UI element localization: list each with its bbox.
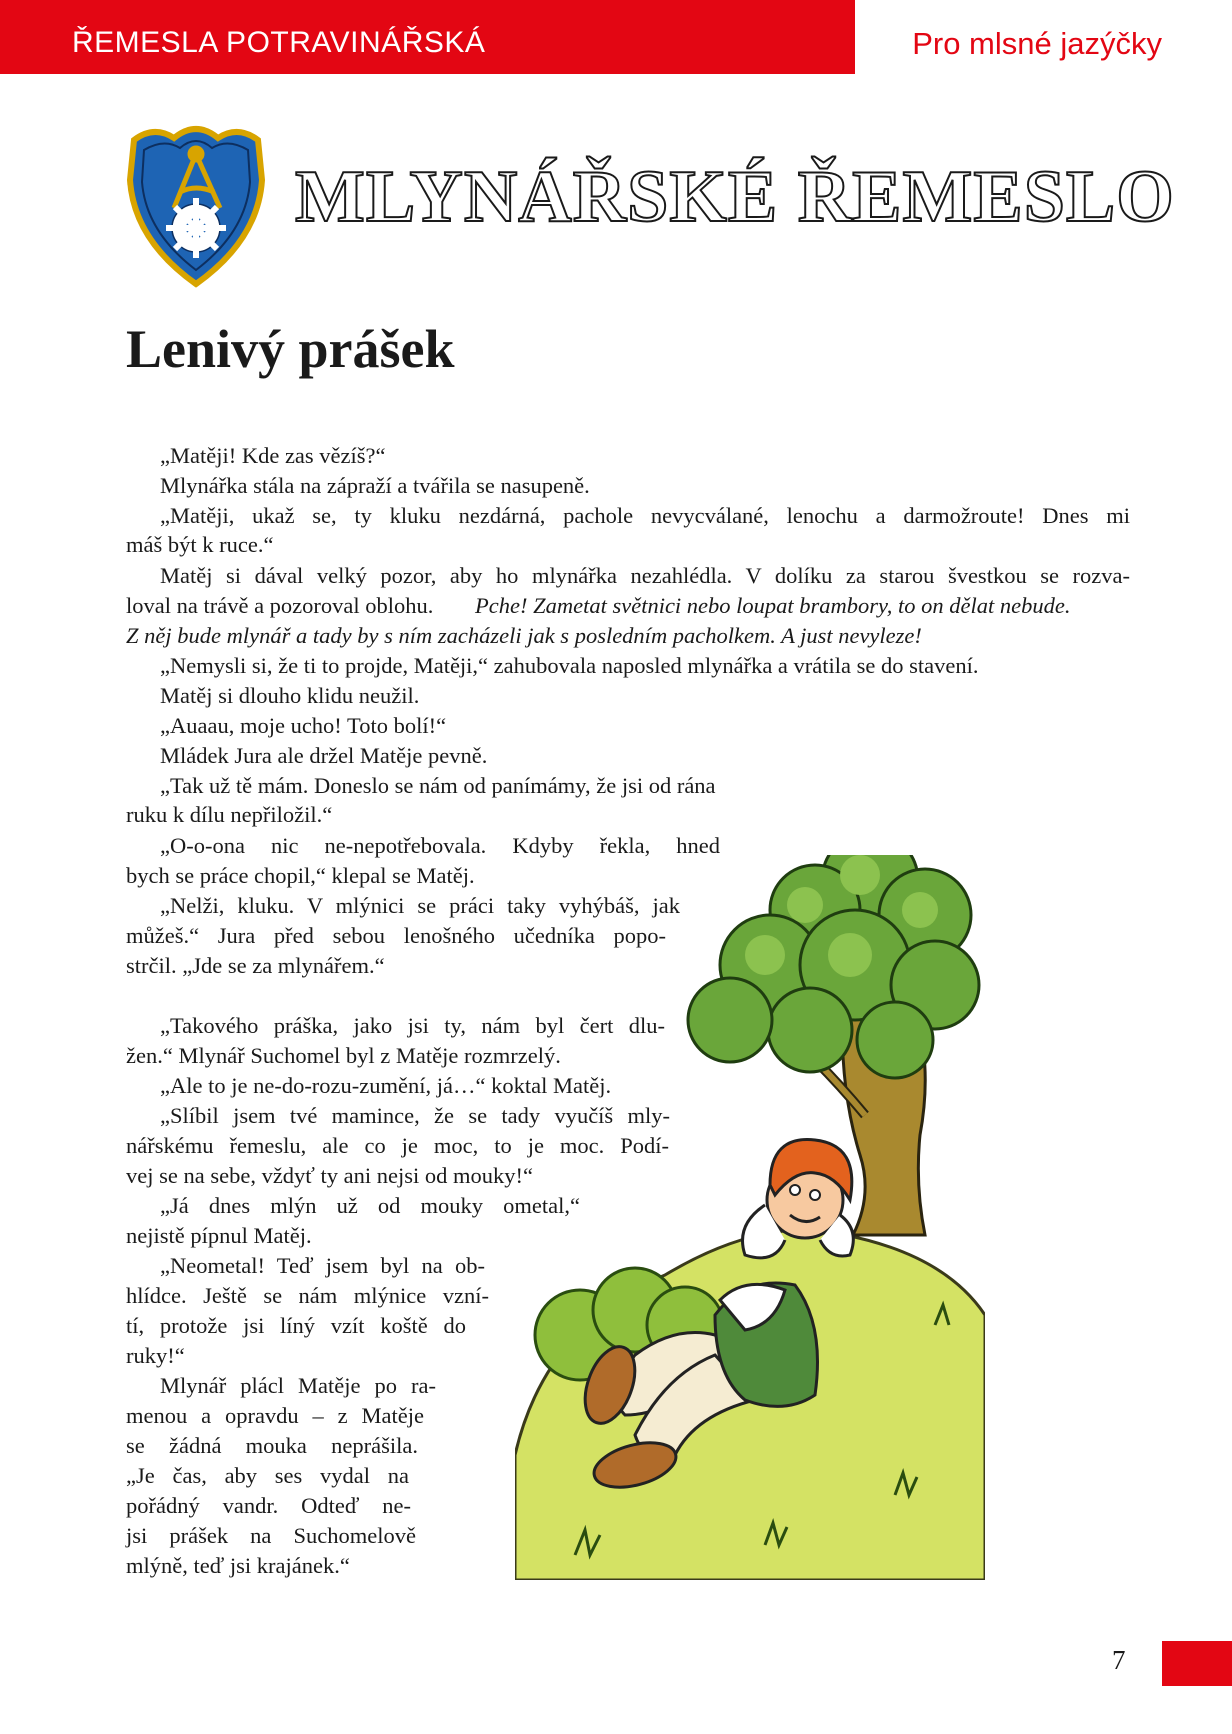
text-line: „Je čas, aby ses vydal na: [126, 1463, 409, 1488]
text-line-italic: Z něj bude mlynář a tady by s ním zacházeli jak s posledním pacholkem. A just nevyleze!: [126, 623, 922, 648]
text-line-italic: Pche! Zametat světnici nebo loupat brambory, to on dělat nebude.: [475, 593, 1071, 618]
text-line: jsi prášek na Suchomelově: [126, 1523, 416, 1548]
text-line: loval na trávě a pozoroval oblohu.: [126, 593, 434, 618]
series-title: Pro mlsné jazýčky: [912, 26, 1162, 61]
text-line: Matěj si dával velký pozor, aby ho mlynářka nezahlédla. V dolíku za starou švestkou se rozva-: [160, 563, 1130, 588]
text-line: ruku k dílu nepřiložil.“: [126, 802, 333, 827]
text-line: „Tak už tě mám. Doneslo se nám od panímámy, že jsi od rána: [160, 773, 716, 798]
text-line: strčil. „Jde se za mlynářem.“: [126, 953, 385, 978]
text-line: nářskému řemeslu, ale co je moc, to je moc. Podí-: [126, 1133, 669, 1158]
story-title: Lenivý prášek: [126, 319, 455, 379]
text-line: ruky!“: [126, 1343, 185, 1368]
text-line: se žádná mouka neprášila.: [126, 1433, 418, 1458]
text-line: „Nemysli si, že ti to projde, Matěji,“ zahubovala naposled mlynářka a vrátila se do stavení.: [160, 653, 979, 678]
text-line: „Já dnes mlýn už od mouky ometal,“: [160, 1193, 580, 1218]
boy-resting-under-tree-illustration: [515, 855, 985, 1580]
text-line: „Matěji! Kde zas vězíš?“: [160, 443, 386, 468]
text-line: menou a opravdu – z Matěje: [126, 1403, 424, 1428]
text-line: „O-o-ona nic ne-nepotřebovala. Kdyby řekla, hned: [160, 833, 720, 858]
text-line: Mládek Jura ale držel Matěje pevně.: [160, 743, 488, 768]
text-line: pořádný vandr. Odteď ne-: [126, 1493, 411, 1518]
text-line: „Neometal! Teď jsem byl na ob-: [160, 1253, 485, 1278]
text-line: „Nelži, kluku. V mlýnici se práci taky vyhýbáš, jak: [160, 893, 680, 918]
text-line: vej se na sebe, vždyť ty ani nejsi od mouky!“: [126, 1163, 534, 1188]
text-line: „Matěji, ukaž se, ty kluku nezdárná, pachole nevycválané, lenochu a darmožroute! Dnes mi: [160, 503, 1130, 528]
text-line: tí, protože jsi líný vzít koště do: [126, 1313, 466, 1338]
text-line: Mlynář plácl Matěje po ra-: [160, 1373, 436, 1398]
text-line: můžeš.“ Jura před sebou lenošného učedníka popo-: [126, 923, 666, 948]
text-line: „Ale to je ne-do-rozu-zumění, já…“ koktal Matěj.: [160, 1073, 612, 1098]
text-line: máš být k ruce.“: [126, 532, 274, 557]
text-line: mlýně, teď jsi krajánek.“: [126, 1553, 350, 1578]
text-line: „Auaau, moje ucho! Toto bolí!“: [160, 713, 447, 738]
section-title: ŘEMESLA POTRAVINÁŘSKÁ: [72, 26, 486, 59]
chapter-title: MLYNÁŘSKÉ ŘEMESLO: [295, 156, 1175, 238]
text-line: žen.“ Mlynář Suchomel byl z Matěje rozmrzelý.: [126, 1043, 561, 1068]
page-number: 7: [1112, 1645, 1126, 1675]
page-corner-tab: [1162, 1641, 1232, 1686]
text-line: nejistě pípnul Matěj.: [126, 1223, 312, 1248]
text-line: „Slíbil jsem tvé mamince, že se tady vyučíš mly-: [160, 1103, 670, 1128]
text-line: hlídce. Ještě se nám mlýnice vzní-: [126, 1283, 489, 1308]
text-line: bych se práce chopil,“ klepal se Matěj.: [126, 863, 475, 888]
text-line: Matěj si dlouho klidu neužil.: [160, 683, 420, 708]
text-line: Mlynářka stála na zápraží a tvářila se nasupeně.: [160, 473, 590, 498]
text-line: „Takového práška, jako jsi ty, nám byl čert dlu-: [160, 1013, 665, 1038]
coat-of-arms-icon: [124, 120, 268, 288]
